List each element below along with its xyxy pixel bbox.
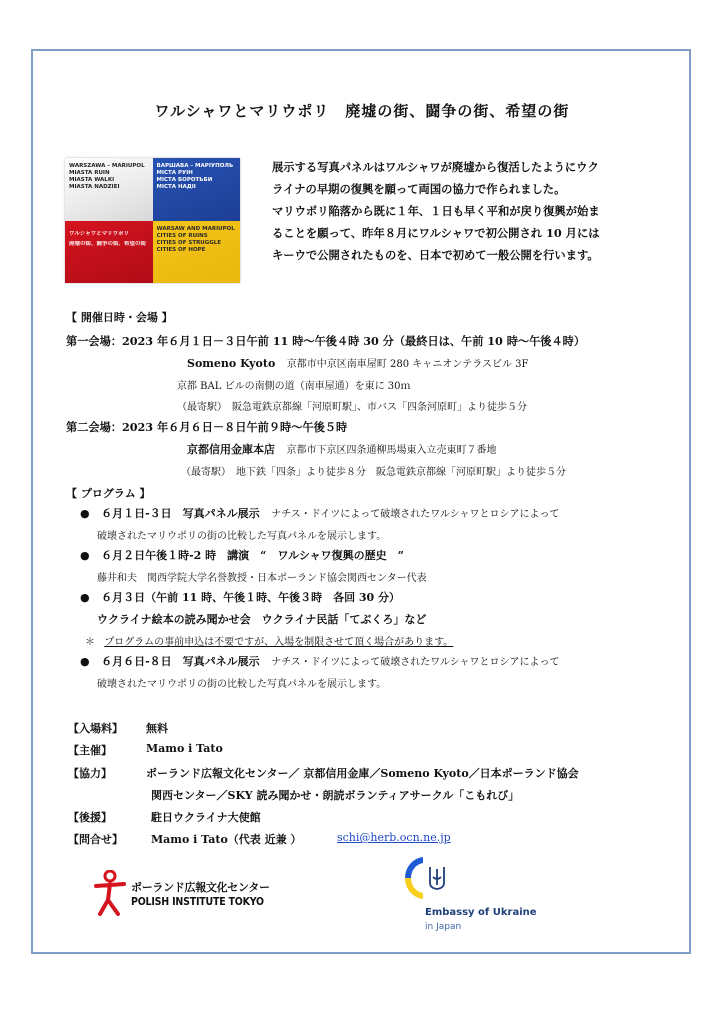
program-note-text: プログラムの事前申込は不要ですが、入場を制限させて頂く場合があります。 — [104, 637, 454, 648]
coop-line-1: ポーランド広報文化センター／ 京都信用金庫／Someno Kyoto／日本ポーランド協会 — [146, 767, 579, 780]
program-1-title: ６月１日-３日 写真パネル展示 — [101, 507, 260, 520]
poster-text: WARSZAWA – MARIUPOL — [69, 163, 145, 169]
program-heading: 【 プログラム 】 — [66, 487, 151, 500]
intro-line: マリウポリ陥落から既に１年、１日も早く平和が戻り復興が始ま — [272, 204, 600, 218]
poster-quadrant-english — [153, 221, 241, 284]
program-1-desc: ナチス・ドイツによって破壊されたワルシャワとロシアによって — [271, 509, 560, 520]
poster-image — [65, 158, 240, 283]
poster-text: CITIES OF STRUGGLE — [156, 239, 222, 246]
poster-text: CITIES OF RUINS — [156, 232, 208, 239]
poster-text: MIASTA NADZIEI — [69, 184, 120, 191]
program-4-title: ６月６日-８日 写真パネル展示 — [101, 655, 260, 668]
venue1-name: Someno Kyoto — [187, 357, 276, 370]
host-value: Mamo i Tato — [146, 742, 223, 755]
program-3-desc: ウクライナ絵本の読み聞かせ会 ウクライナ民話「てぶくろ」など — [97, 613, 427, 626]
bullet-icon: ● — [80, 507, 90, 520]
ukraine-embassy-logo — [403, 855, 553, 935]
polish-institute-name-en: POLISH INSTITUTE TOKYO — [131, 896, 264, 908]
polish-institute-figure-icon — [93, 870, 127, 916]
program-2-desc: 藤井和夫 関西学院大学名誉教授・日本ポーランド協会関西センター代表 — [97, 573, 427, 584]
poster-quadrant-ukrainian — [153, 158, 241, 221]
host-label: 【主催】 — [68, 744, 112, 757]
poster-text: MIASTA RUIN — [69, 170, 110, 177]
venue2-address: 京都市下京区四条通柳馬場東入立売東町７番地 — [286, 445, 497, 456]
support-value: 駐日ウクライナ大使館 — [151, 811, 261, 824]
support-label: 【後援】 — [68, 811, 112, 824]
poster-quadrant-japanese — [65, 221, 153, 284]
poster-text: МІСТА РУЇН — [156, 170, 193, 177]
poster-text: 廃墟の街、闘争の街、希望の街 — [69, 240, 147, 247]
polish-institute-logo — [93, 870, 293, 920]
venue1-date: 第一会場：2023 年６月１日－３日午前 11 時～午後４時 30 分（最終日は、午前 10 時～午後４時） — [66, 334, 586, 348]
program-4-desc: ナチス・ドイツによって破壊されたワルシャワとロシアによって — [271, 657, 560, 668]
bullet-icon: ● — [80, 591, 90, 604]
program-item-4 — [80, 653, 560, 669]
poster-text: МІСТА НАДІЇ — [156, 184, 196, 191]
program-1-desc-2: 破壊されたマリウポリの街の比較した写真パネルを展示します。 — [97, 531, 387, 542]
venue1-line — [187, 355, 528, 370]
poster-text: CITIES OF HOPE — [156, 246, 206, 253]
intro-line: ることを願って、昨年８月にワルシャワで初公開され 10 月には — [272, 226, 600, 240]
ukraine-flag-arc-icon — [403, 855, 425, 901]
coop-line-2: 関西センター／SKY 読み聞かせ・朗読ボランティアサークル「こもれび」 — [151, 789, 520, 802]
asterisk-icon: ＊ — [85, 637, 95, 648]
venue2-line — [187, 441, 497, 457]
program-2-title: ６月２日午後１時-2 時 講演 “ ワルシャワ復興の歴史 ” — [101, 549, 404, 562]
fee-value: 無料 — [146, 722, 168, 735]
contact-email-link[interactable]: schi@herb.ocn.ne.jp — [337, 831, 451, 844]
schedule-heading: 【 開催日時・会場 】 — [66, 311, 173, 324]
intro-line: 展示する写真パネルはワルシャワが廃墟から復活したようにウク — [272, 160, 599, 174]
venue2-date: 第二会場：2023 年６月６日－８日午前９時～午後５時 — [66, 420, 348, 434]
contact-label: 【問合せ】 — [68, 833, 123, 846]
venue2-station: （最寄駅） 地下鉄「四条」より徒歩８分 阪急電鉄京都線「河原町駅」より徒歩５分 — [181, 467, 566, 478]
poster-text: ВАРШАВА – МАРІУПОЛЬ — [156, 163, 234, 169]
program-4-desc-2: 破壊されたマリウポリの街の比較した写真パネルを展示します。 — [97, 679, 387, 690]
bullet-icon: ● — [80, 655, 90, 668]
page-title: ワルシャワとマリウポリ 廃墟の街、闘争の街、希望の街 — [154, 102, 570, 120]
poster-text: ワルシャワとマリウポリ — [69, 230, 130, 237]
venue1-station: （最寄駅） 阪急電鉄京都線「河原町駅」、市バス「四条河原町」より徒歩５分 — [177, 402, 527, 413]
intro-line: キーウで公開されたものを、日本で初めて一般公開を行います。 — [272, 248, 599, 262]
poster-text: WARSAW AND MARIUPOL — [156, 225, 235, 232]
ukraine-embassy-name: Embassy of Ukraine — [425, 907, 537, 918]
polish-institute-name-jp: ポーランド広報文化センター — [131, 881, 270, 894]
coop-label: 【協力】 — [68, 767, 112, 780]
poster-text: МІСТА БОРОТЬБИ — [156, 177, 213, 184]
venue1-address: 京都市中京区南車屋町 280 キャニオンテラスビル 3F — [286, 359, 529, 370]
program-item-2 — [80, 547, 404, 563]
poster-quadrant-polish — [65, 158, 153, 221]
program-item-3 — [80, 589, 400, 605]
program-note — [85, 633, 453, 648]
venue2-name: 京都信用金庫本店 — [187, 443, 275, 456]
intro-line: ライナの早期の復興を願って両国の協力で作られました。 — [272, 182, 566, 196]
poster-text: MIASTA WALKI — [69, 177, 115, 184]
intro-paragraph — [272, 156, 667, 266]
venue1-directions: 京都 BAL ビルの南側の道（南車屋通）を東に 30ｍ — [177, 381, 411, 392]
program-item-1 — [80, 505, 560, 521]
ukraine-embassy-sub: in Japan — [425, 922, 462, 932]
contact-value: Mamo i Tato（代表 近兼 ） — [151, 833, 302, 846]
program-3-title: ６月３日（午前 11 時、午後１時、午後３時 各回 30 分） — [101, 591, 401, 604]
fee-label: 【入場料】 — [68, 722, 123, 735]
bullet-icon: ● — [80, 549, 90, 562]
trident-icon — [427, 865, 447, 891]
